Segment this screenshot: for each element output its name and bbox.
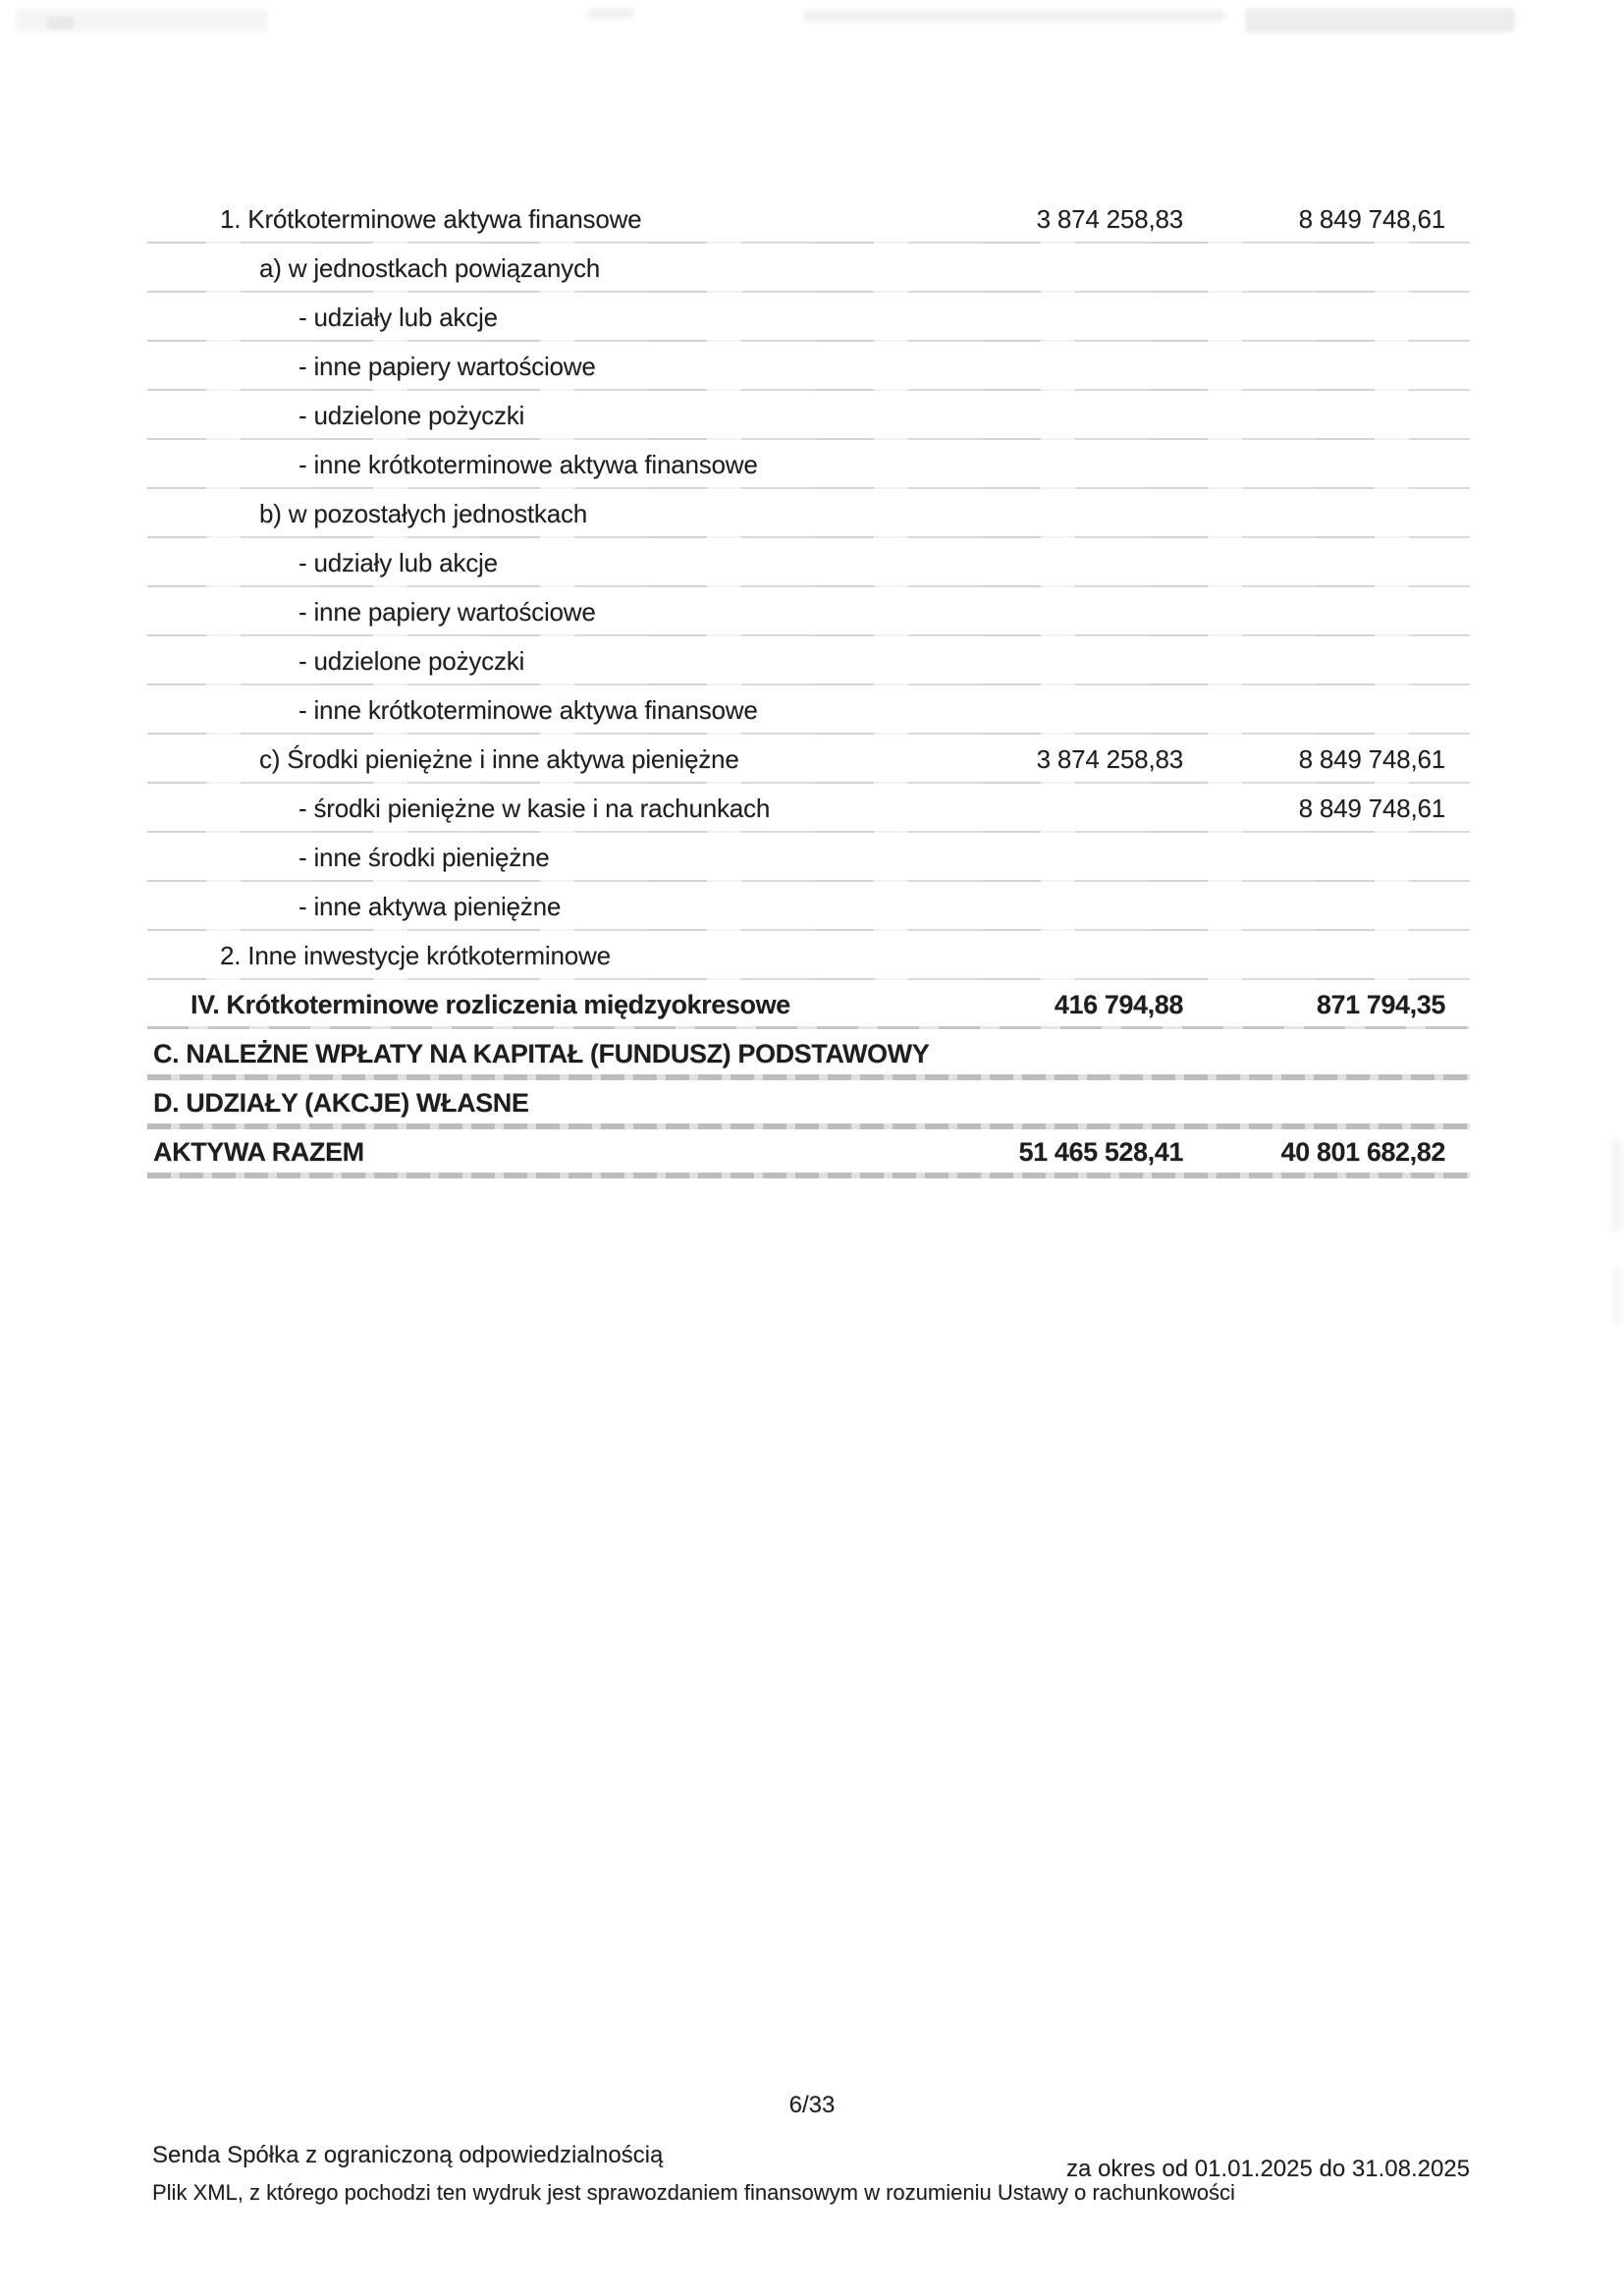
row-label: - udzielone pożyczki — [298, 645, 525, 676]
table-row — [147, 1029, 1473, 1078]
row-label: - inne krótkoterminowe aktywa finansowe — [298, 449, 758, 479]
row-label: b) w pozostałych jednostkach — [259, 498, 588, 528]
table-row — [147, 194, 1473, 244]
row-value-col1: 51 465 528,41 — [1018, 1136, 1183, 1167]
balance-sheet-table — [147, 194, 1473, 1176]
table-row — [147, 833, 1473, 882]
row-label: - udzielone pożyczki — [298, 400, 525, 430]
row-label: AKTYWA RAZEM — [153, 1136, 364, 1167]
footer-reporting-period: za okres od 01.01.2025 do 31.08.2025 — [1066, 2156, 1470, 2182]
row-label: C. NALEŻNE WPŁATY NA KAPITAŁ (FUNDUSZ) PODSTAWOWY — [153, 1038, 930, 1068]
row-value-col2: 40 801 682,82 — [1280, 1136, 1445, 1167]
row-label: - inne środki pieniężne — [298, 842, 550, 872]
table-row — [147, 293, 1473, 342]
row-value-col2: 8 849 748,61 — [1298, 203, 1445, 234]
table-row — [147, 735, 1473, 784]
row-value-col1: 3 874 258,83 — [1036, 203, 1183, 234]
row-value-col2: 8 849 748,61 — [1298, 793, 1445, 823]
table-row — [147, 342, 1473, 391]
table-row — [147, 685, 1473, 735]
scan-artifact — [1610, 1139, 1622, 1232]
table-row — [147, 882, 1473, 931]
table-row — [147, 784, 1473, 833]
row-label: c) Środki pieniężne i inne aktywa pieniężne — [259, 743, 739, 774]
row-label: - inne krótkoterminowe aktywa finansowe — [298, 694, 758, 725]
scan-artifact — [1612, 1267, 1622, 1326]
table-row — [147, 440, 1473, 489]
row-label: - inne papiery wartościowe — [298, 351, 596, 381]
row-value-col1: 416 794,88 — [1054, 989, 1183, 1019]
row-label: a) w jednostkach powiązanych — [259, 252, 601, 283]
row-value-col1: 3 874 258,83 — [1036, 743, 1183, 774]
row-label: - udziały lub akcje — [298, 547, 498, 577]
footer-xml-note: Plik XML, z którego pochodzi ten wydruk jest sprawozdaniem finansowym w rozumieniu Ustawy o rachunkowości — [152, 2180, 1235, 2205]
scan-artifact — [803, 10, 1225, 22]
table-row — [147, 489, 1473, 538]
table-row — [147, 636, 1473, 685]
row-label: - inne papiery wartościowe — [298, 596, 596, 627]
row-label: D. UDZIAŁY (AKCJE) WŁASNE — [153, 1087, 529, 1118]
row-label: 2. Inne inwestycje krótkoterminowe — [220, 940, 611, 970]
row-label: 1. Krótkoterminowe aktywa finansowe — [220, 203, 642, 234]
table-row-total — [147, 1127, 1473, 1176]
table-row — [147, 391, 1473, 440]
row-value-col2: 8 849 748,61 — [1298, 743, 1445, 774]
table-row — [147, 244, 1473, 293]
table-row — [147, 1078, 1473, 1127]
scan-artifact — [587, 8, 634, 19]
scan-artifact — [47, 17, 75, 29]
row-label: IV. Krótkoterminowe rozliczenia międzyokresowe — [190, 989, 790, 1019]
row-label: - inne aktywa pieniężne — [298, 891, 562, 921]
table-row — [147, 538, 1473, 587]
row-label: - środki pieniężne w kasie i na rachunkach — [298, 793, 771, 823]
table-row — [147, 980, 1473, 1029]
page-number: 6/33 — [788, 2092, 836, 2118]
scan-artifact — [1245, 8, 1515, 32]
row-value-col2: 871 794,35 — [1316, 989, 1445, 1019]
footer-company-name: Senda Spółka z ograniczoną odpowiedzialnością — [152, 2142, 664, 2168]
row-label: - udziały lub akcje — [298, 301, 498, 332]
table-row — [147, 587, 1473, 636]
table-row — [147, 931, 1473, 980]
